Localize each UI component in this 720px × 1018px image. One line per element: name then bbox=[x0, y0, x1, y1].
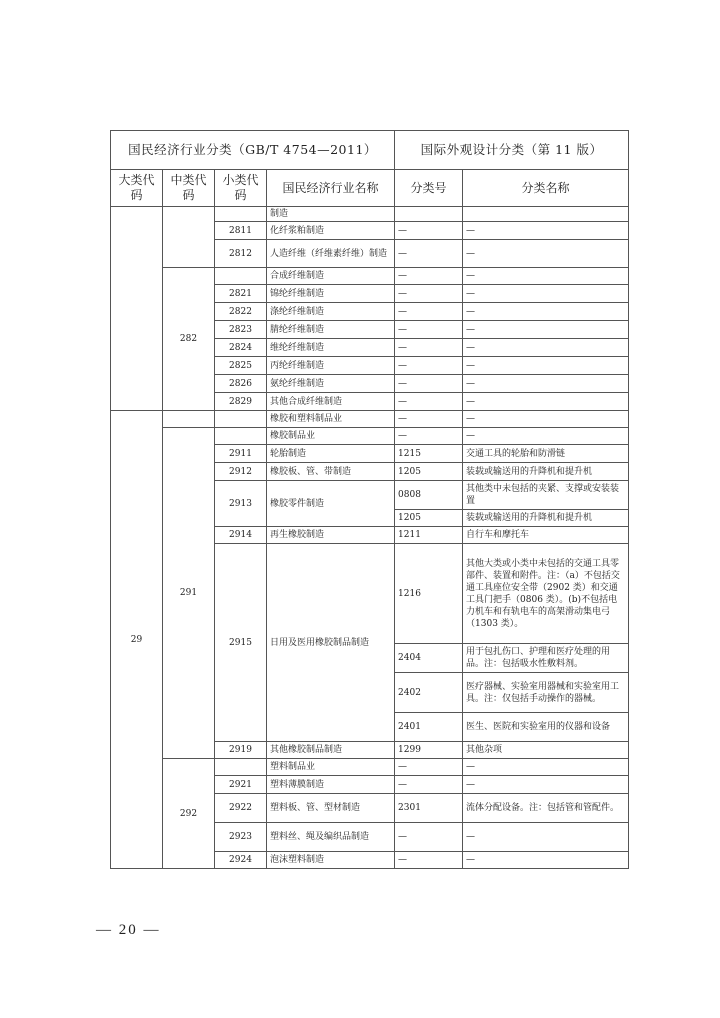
class-name-cell: — bbox=[463, 776, 629, 794]
class-name-cell: 自行车和摩托车 bbox=[463, 527, 629, 544]
class-number-cell: 1299 bbox=[395, 742, 463, 759]
minor-code-cell: 2913 bbox=[215, 481, 267, 527]
class-number-cell: 1205 bbox=[395, 463, 463, 481]
minor-code-cell: 2822 bbox=[215, 303, 267, 321]
class-name-cell: 其他杂项 bbox=[463, 742, 629, 759]
class-number-cell: — bbox=[395, 393, 463, 411]
class-name-cell: 其他大类或小类中未包括的交通工具零部件、装置和附件。注：（a）不包括交通工具座位安全带（2902 类）和交通工具门把手（0806 类）。(b)不包括电力机车和有轨电车的高架滑动集电弓（1303 类）。 bbox=[463, 544, 629, 644]
class-number-cell: — bbox=[395, 357, 463, 375]
industry-name-cell: 锦纶纤维制造 bbox=[267, 285, 395, 303]
class-number-cell: — bbox=[395, 411, 463, 428]
industry-name-cell: 橡胶制品业 bbox=[267, 428, 395, 445]
minor-code-cell: 2924 bbox=[215, 852, 267, 869]
industry-name-cell: 腈纶纤维制造 bbox=[267, 321, 395, 339]
class-name-cell: — bbox=[463, 411, 629, 428]
class-name-cell: — bbox=[463, 222, 629, 240]
industry-name-cell: 合成纤维制造 bbox=[267, 268, 395, 285]
industry-name-cell: 塑料丝、绳及编织品制造 bbox=[267, 823, 395, 852]
industry-name-cell: 其他橡胶制品制造 bbox=[267, 742, 395, 759]
header-middle-code: 中类代码 bbox=[163, 170, 215, 207]
industry-name-cell: 橡胶和塑料制品业 bbox=[267, 411, 395, 428]
minor-code-cell: 2812 bbox=[215, 240, 267, 268]
classification-table bbox=[110, 130, 629, 869]
minor-code-cell: 2915 bbox=[215, 544, 267, 742]
column-header-row bbox=[111, 170, 629, 207]
class-number-cell: — bbox=[395, 285, 463, 303]
class-number-cell: — bbox=[395, 321, 463, 339]
minor-code-cell: 2921 bbox=[215, 776, 267, 794]
minor-code-cell: 2826 bbox=[215, 375, 267, 393]
class-name-cell: — bbox=[463, 303, 629, 321]
industry-name-cell: 泡沫塑料制造 bbox=[267, 852, 395, 869]
minor-code-cell: 2811 bbox=[215, 222, 267, 240]
industry-name-cell: 其他合成纤维制造 bbox=[267, 393, 395, 411]
industry-name-cell: 塑料薄膜制造 bbox=[267, 776, 395, 794]
header-class-number: 分类号 bbox=[395, 170, 463, 207]
middle-code-cell bbox=[163, 411, 215, 428]
class-number-cell: 1216 bbox=[395, 544, 463, 644]
class-name-cell: — bbox=[463, 268, 629, 285]
industry-classification-title: 国民经济行业分类（GB/T 4754—2011） bbox=[111, 131, 395, 170]
class-name-cell: — bbox=[463, 428, 629, 445]
middle-code-cell: 291 bbox=[163, 428, 215, 759]
class-name-cell: — bbox=[463, 285, 629, 303]
class-name-cell: — bbox=[463, 759, 629, 776]
class-number-cell: — bbox=[395, 339, 463, 357]
header-minor-code: 小类代码 bbox=[215, 170, 267, 207]
class-number-cell: 2301 bbox=[395, 794, 463, 823]
major-code-cell bbox=[111, 207, 163, 411]
class-number-cell: 1205 bbox=[395, 510, 463, 527]
class-number-cell: 0808 bbox=[395, 481, 463, 510]
middle-code-cell: 282 bbox=[163, 268, 215, 411]
minor-code-cell bbox=[215, 759, 267, 776]
class-name-cell: — bbox=[463, 357, 629, 375]
industry-name-cell: 化纤浆粕制造 bbox=[267, 222, 395, 240]
industry-name-cell: 橡胶板、管、带制造 bbox=[267, 463, 395, 481]
industry-name-cell: 氨纶纤维制造 bbox=[267, 375, 395, 393]
industry-name-cell: 塑料制品业 bbox=[267, 759, 395, 776]
minor-code-cell: 2922 bbox=[215, 794, 267, 823]
class-name-cell: 交通工具的轮胎和防滑链 bbox=[463, 445, 629, 463]
class-name-cell: — bbox=[463, 321, 629, 339]
class-name-cell: — bbox=[463, 393, 629, 411]
minor-code-cell: 2911 bbox=[215, 445, 267, 463]
industry-name-cell: 维纶纤维制造 bbox=[267, 339, 395, 357]
class-number-cell: — bbox=[395, 222, 463, 240]
class-number-cell bbox=[395, 207, 463, 222]
minor-code-cell bbox=[215, 428, 267, 445]
industry-name-cell: 丙纶纤维制造 bbox=[267, 357, 395, 375]
class-number-cell: — bbox=[395, 823, 463, 852]
class-name-cell: 装载或输送用的升降机和提升机 bbox=[463, 510, 629, 527]
table-title-row bbox=[111, 131, 629, 170]
minor-code-cell: 2823 bbox=[215, 321, 267, 339]
class-number-cell: — bbox=[395, 240, 463, 268]
class-number-cell: — bbox=[395, 375, 463, 393]
class-name-cell: 装载或输送用的升降机和提升机 bbox=[463, 463, 629, 481]
class-number-cell: — bbox=[395, 759, 463, 776]
industry-name-cell: 日用及医用橡胶制品制造 bbox=[267, 544, 395, 742]
class-name-cell: 用于包扎伤口、护理和医疗处理的用品。注：包括吸水性敷料剂。 bbox=[463, 644, 629, 673]
table-row bbox=[111, 411, 629, 428]
industry-name-cell: 制造 bbox=[267, 207, 395, 222]
minor-code-cell: 2825 bbox=[215, 357, 267, 375]
middle-code-cell bbox=[163, 207, 215, 268]
class-name-cell: — bbox=[463, 823, 629, 852]
major-code-cell: 29 bbox=[111, 411, 163, 869]
industry-name-cell: 轮胎制造 bbox=[267, 445, 395, 463]
design-classification-title: 国际外观设计分类（第 11 版） bbox=[395, 131, 629, 170]
table-row bbox=[111, 207, 629, 222]
header-major-code: 大类代码 bbox=[111, 170, 163, 207]
class-name-cell: 医生、医院和实验室用的仪器和设备 bbox=[463, 713, 629, 742]
class-name-cell bbox=[463, 207, 629, 222]
minor-code-cell: 2914 bbox=[215, 527, 267, 544]
minor-code-cell: 2919 bbox=[215, 742, 267, 759]
class-number-cell: — bbox=[395, 776, 463, 794]
table-row bbox=[111, 268, 629, 285]
class-name-cell: 流体分配设备。注：包括管和管配件。 bbox=[463, 794, 629, 823]
industry-name-cell: 塑料板、管、型材制造 bbox=[267, 794, 395, 823]
minor-code-cell: 2923 bbox=[215, 823, 267, 852]
class-number-cell: 1211 bbox=[395, 527, 463, 544]
class-number-cell: 2401 bbox=[395, 713, 463, 742]
class-name-cell: — bbox=[463, 852, 629, 869]
class-number-cell: — bbox=[395, 268, 463, 285]
minor-code-cell bbox=[215, 411, 267, 428]
class-number-cell: 2404 bbox=[395, 644, 463, 673]
middle-code-cell: 292 bbox=[163, 759, 215, 869]
minor-code-cell: 2821 bbox=[215, 285, 267, 303]
industry-name-cell: 人造纤维（纤维素纤维）制造 bbox=[267, 240, 395, 268]
page-number: — 20 — bbox=[96, 922, 161, 938]
class-name-cell: — bbox=[463, 339, 629, 357]
industry-name-cell: 橡胶零件制造 bbox=[267, 481, 395, 527]
class-number-cell: — bbox=[395, 428, 463, 445]
class-name-cell: 其他类中未包括的夹紧、支撑或安装装置 bbox=[463, 481, 629, 510]
class-number-cell: 2402 bbox=[395, 673, 463, 713]
minor-code-cell: 2829 bbox=[215, 393, 267, 411]
minor-code-cell bbox=[215, 207, 267, 222]
industry-name-cell: 再生橡胶制造 bbox=[267, 527, 395, 544]
class-name-cell: 医疗器械、实验室用器械和实验室用工具。注：仅包括手动操作的器械。 bbox=[463, 673, 629, 713]
class-name-cell: — bbox=[463, 240, 629, 268]
class-number-cell: — bbox=[395, 303, 463, 321]
class-name-cell: — bbox=[463, 375, 629, 393]
minor-code-cell: 2912 bbox=[215, 463, 267, 481]
industry-name-cell: 涤纶纤维制造 bbox=[267, 303, 395, 321]
minor-code-cell: 2824 bbox=[215, 339, 267, 357]
table-row bbox=[111, 759, 629, 776]
header-industry-name: 国民经济行业名称 bbox=[267, 170, 395, 207]
class-number-cell: — bbox=[395, 852, 463, 869]
class-number-cell: 1215 bbox=[395, 445, 463, 463]
minor-code-cell bbox=[215, 268, 267, 285]
table-row bbox=[111, 428, 629, 445]
header-class-name: 分类名称 bbox=[463, 170, 629, 207]
